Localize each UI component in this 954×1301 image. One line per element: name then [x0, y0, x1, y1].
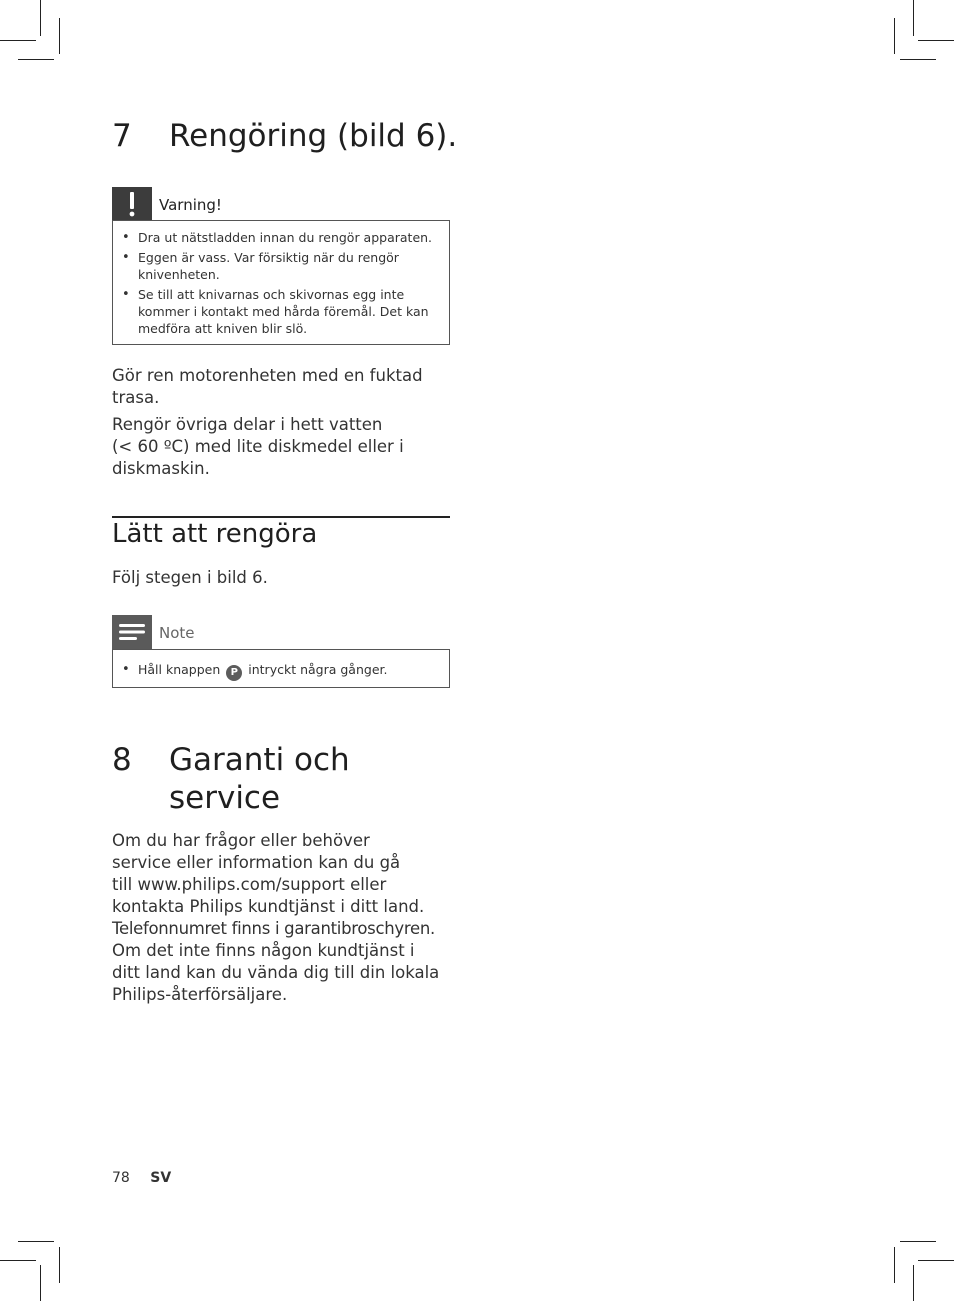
service-line: till www.philips.com/support eller	[112, 875, 387, 894]
note-item	[113, 661, 449, 681]
cleaning-paragraph-2-line-2: (< 60 ºC) med lite diskmedel eller i diskmaskin.	[112, 437, 404, 478]
service-line: ditt land kan du vända dig till din lokala	[112, 963, 440, 982]
note-lines-icon	[112, 615, 152, 649]
warning-label: Varning!	[159, 196, 222, 214]
section-number: 7	[112, 118, 132, 154]
crop-mark	[59, 1247, 60, 1283]
crop-mark	[900, 1241, 936, 1242]
warning-item: • Dra ut nätstladden innan du rengör apparaten.	[113, 229, 449, 246]
section-title-line-2: service	[169, 780, 281, 816]
crop-mark	[40, 1265, 41, 1301]
crop-mark	[18, 1241, 54, 1242]
crop-mark	[40, 0, 41, 36]
page-number: 78	[112, 1170, 130, 1186]
crop-mark	[913, 0, 914, 36]
crop-mark	[59, 18, 60, 54]
crop-mark	[918, 40, 954, 41]
section-title-line-1: Garanti och	[169, 742, 350, 778]
crop-mark	[0, 1260, 36, 1261]
language-code: SV	[150, 1170, 172, 1186]
service-line: Telefonnumret finns i garantibroschyren.	[112, 919, 435, 938]
warning-header	[112, 187, 450, 221]
cleaning-paragraph-1: Gör ren motorenheten med en fuktad trasa.	[112, 366, 423, 407]
easy-clean-heading: Lätt att rengöra	[112, 519, 318, 549]
crop-mark	[900, 59, 936, 60]
section-title: Rengöring (bild 6).	[169, 118, 458, 154]
section-divider	[112, 516, 450, 518]
section-number: 8	[112, 742, 132, 778]
service-line: Om det inte finns någon kundtjänst i	[112, 941, 415, 960]
p-button-icon: P	[226, 665, 242, 681]
crop-mark	[913, 1265, 914, 1301]
note-header	[112, 615, 450, 649]
service-paragraph	[112, 830, 452, 1006]
note-item-suffix: intryckt några gånger.	[248, 662, 388, 677]
note-box	[112, 649, 450, 688]
crop-mark	[894, 1247, 895, 1283]
page-footer	[112, 1170, 171, 1186]
note-label: Note	[159, 624, 195, 642]
crop-mark	[918, 1260, 954, 1261]
warning-item: • Eggen är vass. Var försiktig när du rengör knivenheten.	[113, 249, 449, 283]
cleaning-paragraph-2	[112, 414, 452, 480]
exclamation-icon	[112, 187, 152, 221]
service-line: Philips-återförsäljare.	[112, 985, 288, 1004]
cleaning-paragraph-2-line-1: Rengör övriga delar i hett vatten	[112, 415, 383, 434]
crop-mark	[894, 18, 895, 54]
warning-box	[112, 220, 450, 345]
note-item-prefix: Håll knappen	[138, 662, 221, 677]
service-line: service eller information kan du gå	[112, 853, 401, 872]
crop-mark	[18, 59, 54, 60]
crop-mark	[0, 40, 36, 41]
easy-clean-text: Följ stegen i bild 6.	[112, 568, 268, 587]
service-line: Om du har frågor eller behöver	[112, 831, 370, 850]
warning-item: • Se till att knivarnas och skivornas egg inte kommer i kontakt med hårda föremål. Det kan medföra att kniven blir slö.	[113, 286, 449, 337]
service-line: kontakta Philips kundtjänst i ditt land.	[112, 897, 425, 916]
